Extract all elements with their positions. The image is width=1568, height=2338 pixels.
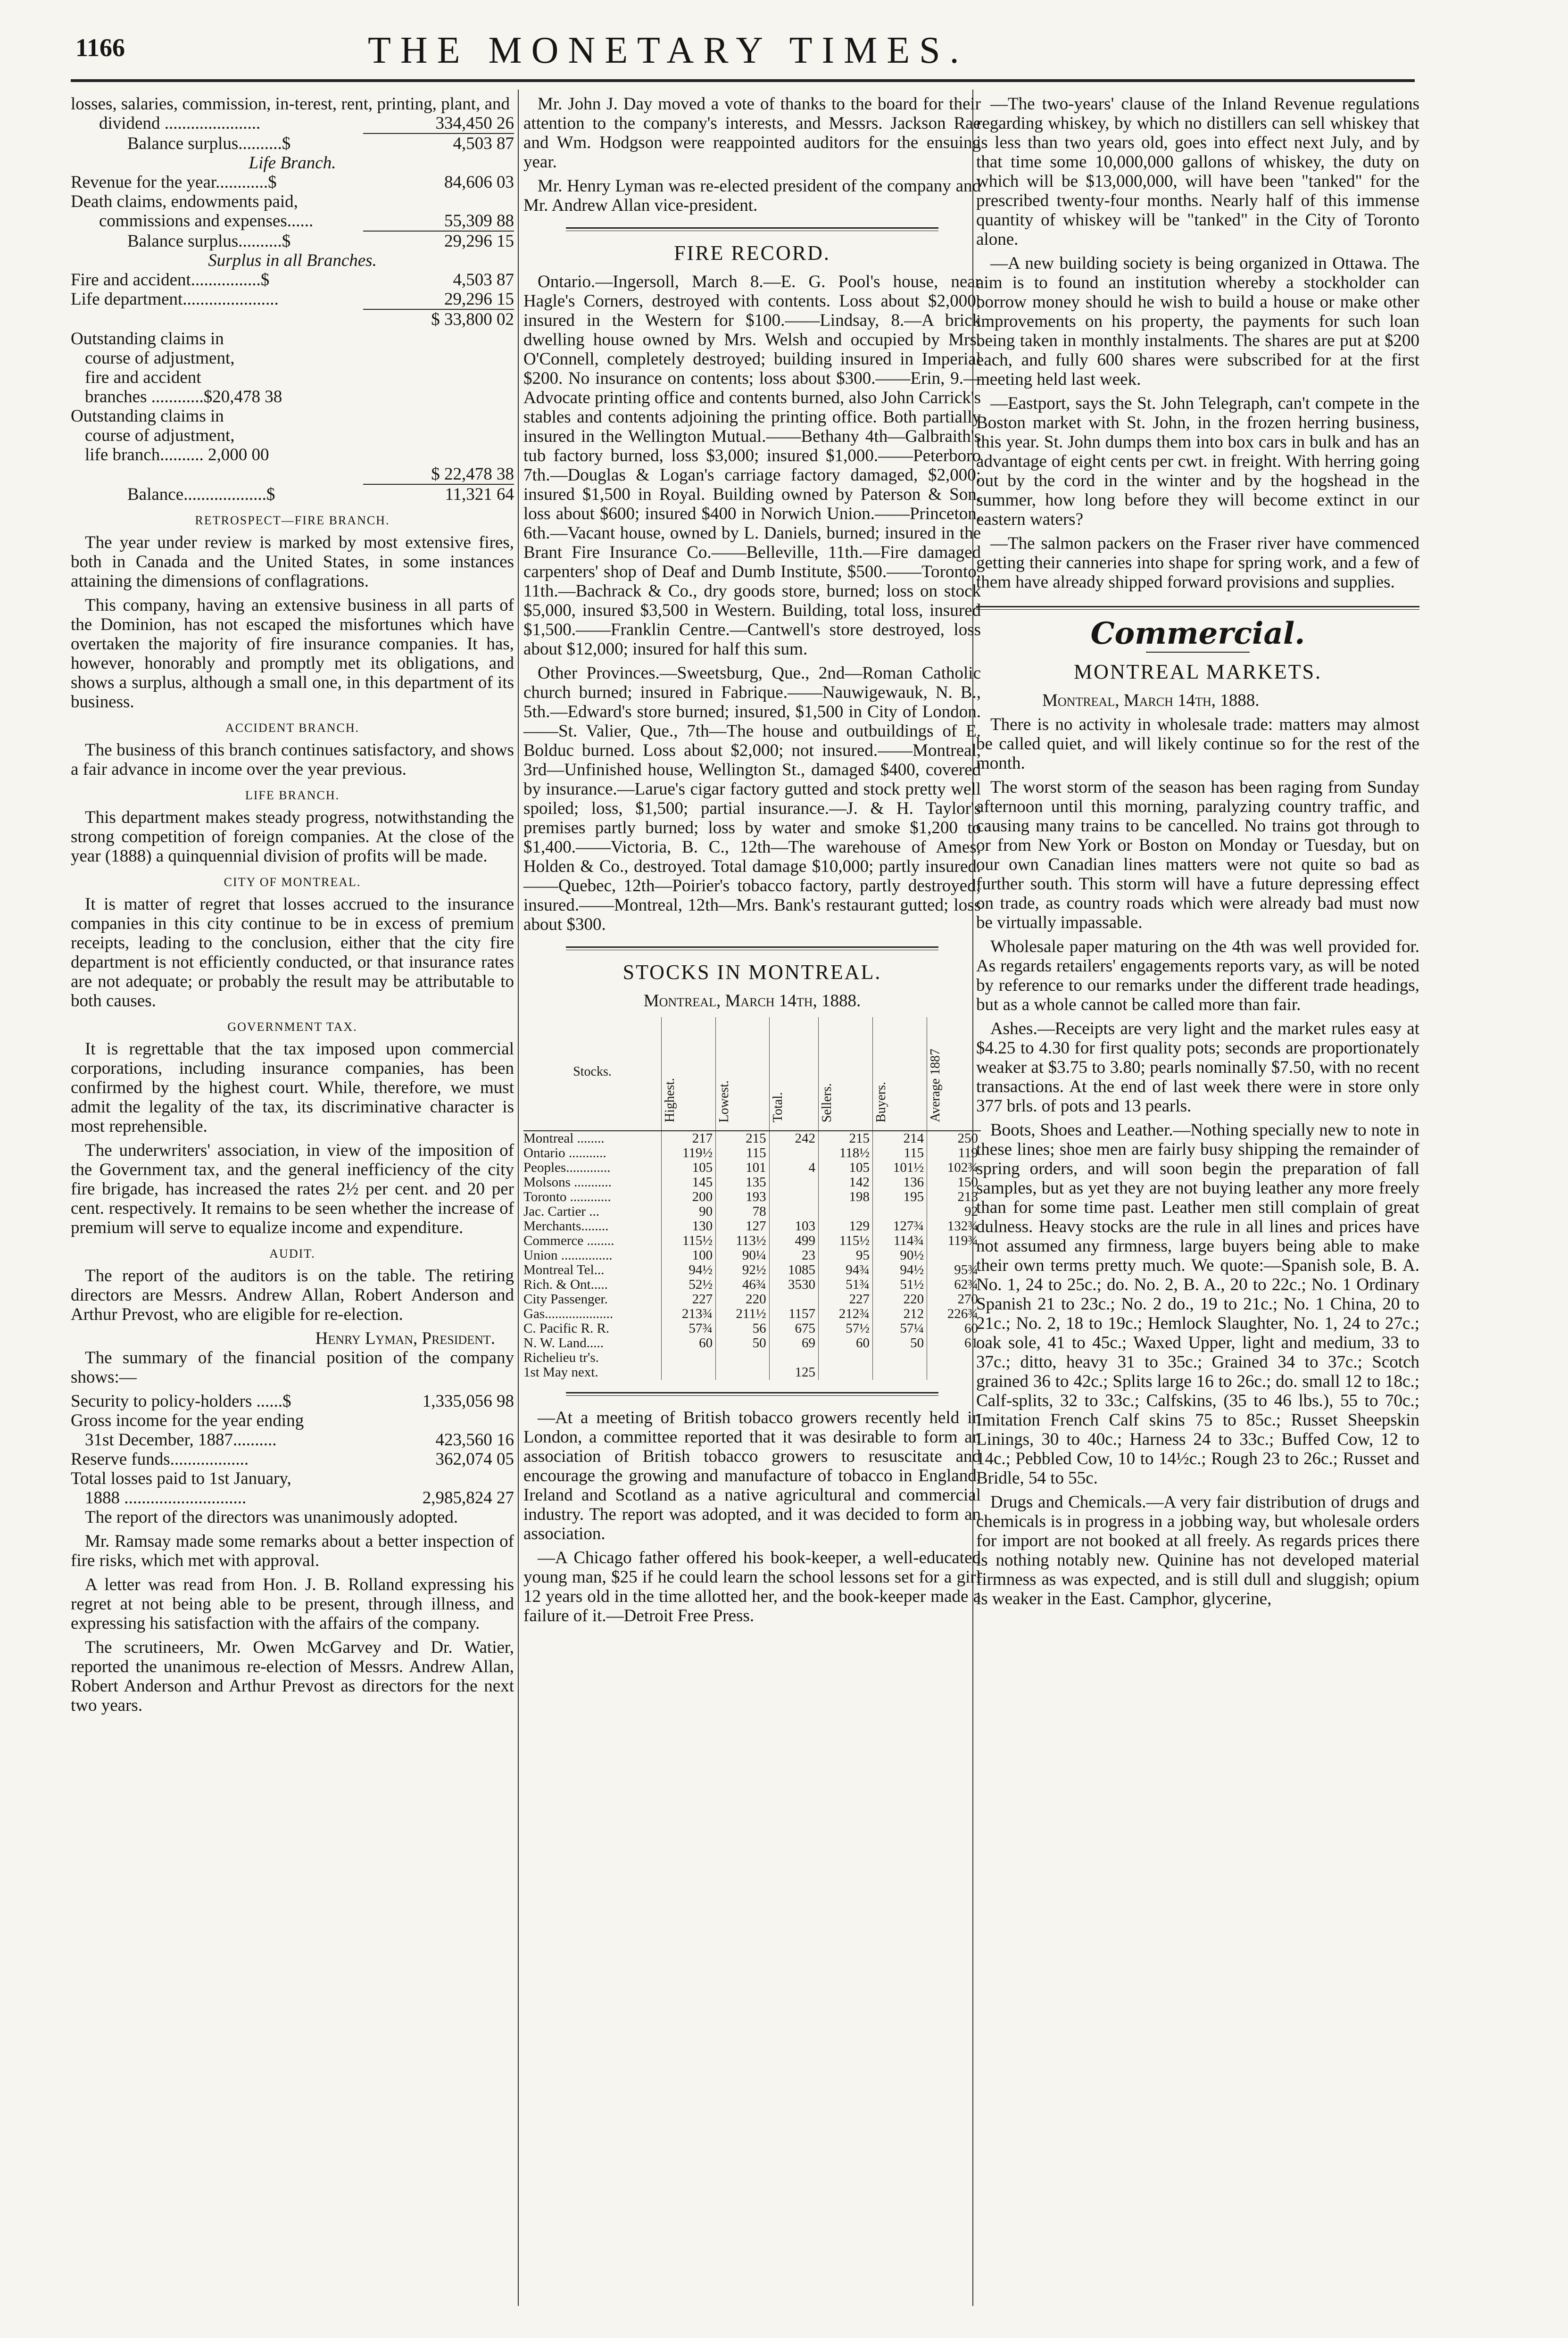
balance-surplus-value: 4,503 87 bbox=[453, 134, 514, 153]
table-cell: 95¾ bbox=[927, 1263, 981, 1277]
outstanding-label: Outstanding claims in bbox=[71, 329, 224, 348]
paragraph: The summary of the financial position of the company shows:— bbox=[71, 1348, 514, 1387]
table-cell: 50 bbox=[716, 1336, 769, 1351]
table-cell: 94¾ bbox=[819, 1263, 873, 1277]
paragraph: —The salmon packers on the Fraser river have commenced getting their canneries into shape for spring work, and a few of them have already shipped forward provisions and supplies. bbox=[976, 534, 1419, 592]
security-value: 1,335,056 98 bbox=[422, 1392, 514, 1411]
table-cell: 119½ bbox=[662, 1146, 716, 1161]
stocks-column-header-text: Highest. bbox=[663, 1078, 678, 1122]
fire-accident-value: 4,503 87 bbox=[453, 270, 514, 290]
table-cell bbox=[769, 1204, 818, 1219]
table-cell bbox=[819, 1204, 873, 1219]
stocks-column-header bbox=[927, 1017, 981, 1131]
balance-row bbox=[71, 485, 514, 504]
table-cell: Gas.................... bbox=[523, 1306, 614, 1321]
table-row bbox=[523, 1131, 981, 1146]
paragraph: It is matter of regret that losses accrued to the insurance companies in this city continue to be in excess of premium receipts, leading to the conclusion, either that the city fire department is not efficiently conducted, or that insurance rates are not adequate; or probably the result may be attributable to both causes. bbox=[71, 895, 514, 1011]
table-cell: 125 bbox=[769, 1365, 818, 1380]
accounts-intro: losses, salaries, commission, in-terest, rent, printing, plant, and bbox=[71, 94, 510, 114]
fire-accident-label: Fire and accident................$ bbox=[71, 270, 270, 290]
paragraph: This department makes steady progress, notwithstanding the strong competition of foreign companies. At the close of the year (1888) a quinquennial division of profits will be made. bbox=[71, 808, 514, 866]
table-cell: 200 bbox=[662, 1190, 716, 1204]
table-cell: Peoples............. bbox=[523, 1160, 611, 1175]
security-row bbox=[71, 1392, 514, 1411]
stocks-column-header bbox=[716, 1017, 769, 1131]
table-cell: 675 bbox=[769, 1321, 818, 1336]
table-cell: Jac. Cartier ... bbox=[523, 1204, 600, 1219]
table-cell: 215 bbox=[716, 1131, 769, 1146]
table-cell: 90 bbox=[662, 1204, 716, 1219]
table-row bbox=[523, 1365, 981, 1380]
gross-row bbox=[71, 1430, 514, 1450]
paragraph: A letter was read from Hon. J. B. Rolland expressing his regret at not being able to be present, through illness, and expressing his satisfaction with the affairs of the company. bbox=[71, 1575, 514, 1633]
table-cell: 101 bbox=[716, 1161, 769, 1175]
table-row bbox=[523, 1307, 981, 1321]
security-label: Security to policy-holders ......$ bbox=[71, 1392, 291, 1411]
table-cell: 214 bbox=[873, 1131, 927, 1146]
life-dept-label: Life department...................... bbox=[71, 290, 279, 309]
page-number: 1166 bbox=[75, 33, 125, 62]
table-cell bbox=[769, 1146, 818, 1161]
city-heading: CITY OF MONTREAL. bbox=[224, 875, 361, 889]
stocks-column-header-text: Total. bbox=[770, 1092, 785, 1122]
table-cell: N. W. Land..... bbox=[523, 1335, 604, 1351]
table-cell: 46¾ bbox=[716, 1277, 769, 1292]
table-cell: 136 bbox=[873, 1175, 927, 1190]
table-cell: Union ............... bbox=[523, 1248, 613, 1263]
section-rule bbox=[566, 946, 938, 950]
stocks-heading: STOCKS IN MONTREAL. bbox=[622, 961, 882, 984]
table-cell: Merchants........ bbox=[523, 1219, 609, 1234]
table-cell: 92 bbox=[927, 1204, 981, 1219]
table-cell: 217 bbox=[662, 1131, 716, 1146]
dividend-label: dividend ...................... bbox=[99, 114, 261, 133]
revenue-row bbox=[71, 173, 514, 192]
balance-surplus-value: 29,296 15 bbox=[444, 232, 514, 251]
column-3 bbox=[976, 94, 1419, 1613]
table-cell: Ontario ........... bbox=[523, 1145, 606, 1161]
table-cell bbox=[769, 1292, 818, 1307]
table-row bbox=[523, 1234, 981, 1248]
paragraph: Wholesale paper maturing on the 4th was well provided for. As regards retailers' engagements reports vary, as will be noted by reference to our remarks under the different trade headings, but as a whole cannot be called more than fair. bbox=[976, 937, 1419, 1014]
table-row bbox=[523, 1190, 981, 1204]
table-cell: 105 bbox=[662, 1161, 716, 1175]
life-heading: LIFE BRANCH. bbox=[245, 788, 340, 802]
table-cell: 94½ bbox=[873, 1263, 927, 1277]
table-cell: 226¾ bbox=[927, 1307, 981, 1321]
table-cell: 242 bbox=[769, 1131, 818, 1146]
table-cell: 142 bbox=[819, 1175, 873, 1190]
table-cell: 132¾ bbox=[927, 1219, 981, 1234]
accident-heading: ACCIDENT BRANCH. bbox=[225, 721, 360, 735]
table-cell: 50 bbox=[873, 1336, 927, 1351]
table-cell: 90¼ bbox=[716, 1248, 769, 1263]
death-claims-row bbox=[71, 211, 514, 231]
table-cell bbox=[662, 1351, 716, 1365]
table-cell bbox=[873, 1351, 927, 1365]
table-cell: 212 bbox=[873, 1307, 927, 1321]
outstanding-label: fire and accident bbox=[85, 368, 201, 387]
paragraph: —A new building society is being organized in Ottawa. The aim is to found an institution whereby a stockholder can borrow money should he wish to build a house or make other improvements on his property, the payments for such loan being taken in monthly instalments. The shares are put at $200 each, and fully 600 shares were subscribed for at the first meeting held last week. bbox=[976, 254, 1419, 389]
dateline: Montreal, March 14th, 1888. bbox=[1042, 691, 1260, 710]
paragraph: This company, having an extensive business in all parts of the Dominion, has not escaped the misfortunes which have overtaken the majority of fire insurance companies. It has, however, honorably and promptly met its obligations, and shows a surplus, although a small one, in this department of its business. bbox=[71, 596, 514, 712]
outstanding-label: life branch.......... 2,000 00 bbox=[85, 445, 269, 464]
table-row bbox=[523, 1248, 981, 1263]
table-cell: Montreal Tel... bbox=[523, 1262, 605, 1277]
table-cell: 102¾ bbox=[927, 1161, 981, 1175]
table-cell: 193 bbox=[716, 1190, 769, 1204]
death-claims-value: 55,309 88 bbox=[444, 211, 514, 231]
table-cell: 127¾ bbox=[873, 1219, 927, 1234]
losses-label-cont: 1888 ............................ bbox=[85, 1488, 247, 1508]
column-1 bbox=[71, 94, 514, 1720]
table-cell: 101½ bbox=[873, 1161, 927, 1175]
table-cell: 105 bbox=[819, 1161, 873, 1175]
table-cell: 60 bbox=[927, 1321, 981, 1336]
table-cell: 198 bbox=[819, 1190, 873, 1204]
table-row bbox=[523, 1321, 981, 1336]
table-cell: 4 bbox=[769, 1161, 818, 1175]
surplus-all-heading: Surplus in all Branches. bbox=[208, 251, 377, 270]
paragraph: Boots, Shoes and Leather.—Nothing specially new to note in these lines; shoe men are fairly busy shipping the remainder of spring orders, and will soon begin the preparation of fall samples, but as yet they are not buying leather any more freely than for some time past. Leather men still complain of great dulness. Heavy stocks are the rule in all lines and prices have not assumed any firmness, large buyers being able to make their own terms pretty much. We quote:—Spanish sole, B. A. No. 1, 24 to 25c.; do. No. 2, B. A., 20 to 22c.; No. 1 Ordinary Spanish 21 to 23c.; No. 2 do., 19 to 21c.; No. 1 China, 20 to 21c.; No. 2, 18 to 19c.; Hemlock Slaughter, No. 1, 24 to 27c.; oak sole, 41 to 45c.; Waxed Upper, light and medium, 33 to 37c.; ditto, heavy 31 to 35c.; Grained 34 to 37c.; Scotch grained 36 to 42c.; Splits large 16 to 26c.; do. small 12 to 18c.; Calf-splits, 32 to 33c.; Calfskins, (35 to 46 lbs.), 55 to 70c.; Imitation French Calf skins 75 to 85c.; Russet Sheepskin Linings, 30 to 40c.; Harness 24 to 33c.; Buffed Cow, 12 to 14c.; Pebbled Cow, 10 to 14½c.; Rough 23 to 26c.; Russet and Bridle, 54 to 55c. bbox=[976, 1120, 1419, 1488]
paragraph: The business of this branch continues satisfactory, and shows a fair advance in income over the year previous. bbox=[71, 740, 514, 779]
table-cell bbox=[769, 1190, 818, 1204]
table-cell: 62¾ bbox=[927, 1277, 981, 1292]
paragraph: Mr. John J. Day moved a vote of thanks to the board for their attention to the company's interests, and Messrs. Jackson Rae and Wm. Hodgson were reappointed auditors for the ensuing year. bbox=[523, 94, 981, 172]
table-cell bbox=[769, 1175, 818, 1190]
fire-accident-row bbox=[71, 270, 514, 290]
paragraph: —A Chicago father offered his book-keeper, a well-educated young man, $25 if he could learn the school lessons set for a girl 12 years old in the time allotted her, and the book-keeper made a failure of it.—Detroit Free Press. bbox=[523, 1548, 981, 1625]
paragraph: —Eastport, says the St. John Telegraph, can't compete in the Boston market with St. John, in the frozen herring business, this year. St. John dumps them into box cars in bulk and has an advantage of eight cents per cwt. in freight. With herring going out by the cord in the winter and by the hogshead in the summer, how long before they will become extinct in our eastern waters? bbox=[976, 394, 1419, 529]
gross-label: Gross income for the year ending bbox=[71, 1411, 304, 1430]
stocks-table bbox=[523, 1017, 981, 1380]
table-row bbox=[523, 1175, 981, 1190]
table-cell: 211½ bbox=[716, 1307, 769, 1321]
audit-heading: AUDIT. bbox=[269, 1247, 315, 1260]
stocks-column-header bbox=[769, 1017, 818, 1131]
reserve-value: 362,074 05 bbox=[435, 1450, 514, 1469]
table-cell: 52½ bbox=[662, 1277, 716, 1292]
column-divider bbox=[518, 90, 519, 2306]
table-cell: 220 bbox=[873, 1292, 927, 1307]
losses-row bbox=[71, 1488, 514, 1508]
table-cell: 94½ bbox=[662, 1263, 716, 1277]
table-cell: 119 bbox=[927, 1146, 981, 1161]
stocks-column-header-text: Sellers. bbox=[820, 1083, 834, 1122]
header-rule bbox=[71, 79, 1415, 82]
outstanding-label: course of adjustment, bbox=[85, 426, 235, 445]
table-row bbox=[523, 1146, 981, 1161]
table-cell: 119¾ bbox=[927, 1234, 981, 1248]
table-cell: 57½ bbox=[819, 1321, 873, 1336]
stocks-column-header: Stocks. bbox=[523, 1017, 662, 1131]
table-cell bbox=[873, 1365, 927, 1380]
paragraph: The report of the directors was unanimously adopted. bbox=[85, 1508, 458, 1527]
table-cell: 213 bbox=[927, 1190, 981, 1204]
table-cell: 3530 bbox=[769, 1277, 818, 1292]
balance-surplus-label: Balance surplus..........$ bbox=[127, 134, 291, 153]
table-cell bbox=[819, 1351, 873, 1365]
table-cell: 227 bbox=[819, 1292, 873, 1307]
life-dept-row bbox=[71, 290, 514, 309]
table-cell: 113½ bbox=[716, 1234, 769, 1248]
table-cell: Molsons ........... bbox=[523, 1175, 612, 1190]
table-cell: 1085 bbox=[769, 1263, 818, 1277]
table-cell: Commerce ........ bbox=[523, 1233, 614, 1248]
table-cell bbox=[716, 1351, 769, 1365]
life-branch-heading: Life Branch. bbox=[249, 153, 336, 173]
table-cell: 215 bbox=[819, 1131, 873, 1146]
balance-label: Balance...................$ bbox=[127, 485, 275, 504]
table-row bbox=[523, 1336, 981, 1351]
stocks-column-header bbox=[819, 1017, 873, 1131]
table-cell: 51¾ bbox=[819, 1277, 873, 1292]
table-cell: Toronto ............ bbox=[523, 1189, 611, 1204]
reserve-label: Reserve funds.................. bbox=[71, 1450, 249, 1469]
table-cell: 227 bbox=[662, 1292, 716, 1307]
table-cell: 212¾ bbox=[819, 1307, 873, 1321]
commercial-heading: Commercial. bbox=[1090, 616, 1305, 651]
dividend-row bbox=[71, 114, 514, 133]
stocks-column-header-text: Lowest. bbox=[717, 1080, 732, 1122]
table-cell: 118½ bbox=[819, 1146, 873, 1161]
table-cell bbox=[716, 1365, 769, 1380]
table-cell: 103 bbox=[769, 1219, 818, 1234]
stocks-dateline: Montreal, March 14th, 1888. bbox=[643, 991, 861, 1011]
death-claims-label: Death claims, endowments paid, bbox=[71, 192, 298, 211]
table-cell: 114¾ bbox=[873, 1234, 927, 1248]
stocks-column-header bbox=[873, 1017, 927, 1131]
table-cell: 95 bbox=[819, 1248, 873, 1263]
paragraph: It is regrettable that the tax imposed upon commercial corporations, including insurance companies, has been confirmed by the highest court. While, therefore, we must admit the legality of the tax, its discriminative character is most reprehensible. bbox=[71, 1039, 514, 1136]
table-cell: 1157 bbox=[769, 1307, 818, 1321]
table-row bbox=[523, 1204, 981, 1219]
fire-record-heading: FIRE RECORD. bbox=[674, 241, 830, 265]
table-cell: 195 bbox=[873, 1190, 927, 1204]
balance-surplus-label: Balance surplus..........$ bbox=[127, 232, 291, 251]
table-cell: 499 bbox=[769, 1234, 818, 1248]
paragraph: The report of the auditors is on the table. The retiring directors are Messrs. Andrew Allan, Robert Anderson and Arthur Prevost, who are eligible for re-election. bbox=[71, 1266, 514, 1324]
outstanding-label: branches ............$20,478 38 bbox=[85, 387, 282, 406]
outstanding-total: $ 22,478 38 bbox=[431, 464, 514, 484]
section-rule bbox=[976, 606, 1419, 610]
losses-value: 2,985,824 27 bbox=[422, 1488, 514, 1508]
table-cell bbox=[927, 1248, 981, 1263]
govt-tax-heading: GOVERNMENT TAX. bbox=[227, 1020, 357, 1034]
table-cell: 60 bbox=[819, 1336, 873, 1351]
table-cell: 23 bbox=[769, 1248, 818, 1263]
table-cell: 100 bbox=[662, 1248, 716, 1263]
table-cell bbox=[819, 1365, 873, 1380]
table-cell: 1st May next. bbox=[523, 1365, 598, 1380]
table-cell bbox=[873, 1204, 927, 1219]
signature: Henry Lyman, President. bbox=[315, 1329, 495, 1348]
stocks-column-header-text: Average 1887 bbox=[928, 1049, 943, 1122]
paragraph: The underwriters' association, in view of the imposition of the Government tax, and the general inefficiency of the city fire brigade, has increased the rates 2½ per cent. and 20 per cent. respectively. It remains to be seen whether the increase of premium will serve to equalize income and expenditure. bbox=[71, 1141, 514, 1237]
balance-surplus-row bbox=[71, 134, 514, 153]
paragraph: —The two-years' clause of the Inland Revenue regulations regarding whiskey, by which no distillers can sell whiskey that is less than two years old, goes into effect next July, and by that time some 10,000,000 gallons of whiskey, the duty on which will be $13,000,000, will have been "tanked" for the prescribed twenty-four months. Nearly half of this immense quantity of whiskey will be "tanked" in the City of Toronto alone. bbox=[976, 94, 1419, 249]
table-cell: Richelieu tr's. bbox=[523, 1350, 599, 1365]
table-cell: 57¼ bbox=[873, 1321, 927, 1336]
masthead-title: THE MONETARY TIMES. bbox=[368, 30, 969, 71]
table-row bbox=[523, 1351, 981, 1365]
markets-heading: MONTREAL MARKETS. bbox=[1073, 660, 1322, 683]
table-cell: 129 bbox=[819, 1219, 873, 1234]
outstanding-label: Outstanding claims in bbox=[71, 406, 224, 426]
stocks-column-header-text: Buyers. bbox=[874, 1081, 889, 1122]
death-claims-label-cont: commissions and expenses...... bbox=[99, 211, 314, 231]
table-cell: 115½ bbox=[819, 1234, 873, 1248]
table-cell: 270 bbox=[927, 1292, 981, 1307]
table-cell bbox=[927, 1351, 981, 1365]
paragraph: Ashes.—Receipts are very light and the market rules easy at $4.25 to 4.30 for first quality pots; seconds are proportionately weaker at $3.75 to 3.80; pearls nominally $7.50, with no recent transactions. At the end of last week there were in store only 377 brls. of pots and 13 pearls. bbox=[976, 1019, 1419, 1116]
outstanding-label: course of adjustment, bbox=[85, 348, 235, 368]
table-cell: 56 bbox=[716, 1321, 769, 1336]
paragraph: Other Provinces.—Sweetsburg, Que., 2nd—Roman Catholic church burned; insured in Fabrique.——Nauwigewauk, N. B., 5th.—Edward's store burned; insured, $1,500 in City of London.——St. Valier, Que., 7th—The house and outbuildings of E. Bolduc burned. Loss about $2,000; not insured.——Montreal, 3rd—Unfinished house, Wellington St., damaged $400, covered by insurance.—Larue's cigar factory gutted and stock pretty well spoiled; loss, $1,500; partial insurance.—J. & H. Taylor's premises partly burned; loss by water and smoke $1,200 to $1,400.——Victoria, B. C., 12th—The warehouse of Ames, Holden & Co., destroyed. Total damage $10,000; partly insured.——Quebec, 12th—Poirier's tobacco factory, partly destroyed; insured.——Montreal, 12th—Mrs. Bank's restaurant gutted; loss about $300. bbox=[523, 663, 981, 934]
reserve-row bbox=[71, 1450, 514, 1469]
table-row bbox=[523, 1263, 981, 1277]
life-dept-value: 29,296 15 bbox=[444, 290, 514, 309]
table-cell: 150 bbox=[927, 1175, 981, 1190]
revenue-label: Revenue for the year............$ bbox=[71, 173, 277, 192]
stocks-column-header bbox=[662, 1017, 716, 1131]
retrospect-heading: RETROSPECT—FIRE BRANCH. bbox=[195, 514, 390, 527]
table-cell: 92½ bbox=[716, 1263, 769, 1277]
table-cell: 220 bbox=[716, 1292, 769, 1307]
paragraph: Mr. Henry Lyman was re-elected president of the company and Mr. Andrew Allan vice-president. bbox=[523, 176, 981, 215]
table-cell: 115½ bbox=[662, 1234, 716, 1248]
gross-label-cont: 31st December, 1887.......... bbox=[85, 1430, 277, 1450]
table-cell: 61 bbox=[927, 1336, 981, 1351]
table-cell: 135 bbox=[716, 1175, 769, 1190]
table-row bbox=[523, 1161, 981, 1175]
table-cell: 115 bbox=[716, 1146, 769, 1161]
losses-label: Total losses paid to 1st January, bbox=[71, 1469, 291, 1488]
revenue-value: 84,606 03 bbox=[444, 173, 514, 192]
table-row bbox=[523, 1219, 981, 1234]
table-cell: C. Pacific R. R. bbox=[523, 1321, 610, 1336]
paragraph: The scrutineers, Mr. Owen McGarvey and Dr. Watier, reported the unanimous re-election of Messrs. Andrew Allan, Robert Anderson and Arthur Prevost as directors for the next two years. bbox=[71, 1638, 514, 1715]
table-cell: 145 bbox=[662, 1175, 716, 1190]
table-cell: 250 bbox=[927, 1131, 981, 1146]
table-cell: 90½ bbox=[873, 1248, 927, 1263]
table-cell: 115 bbox=[873, 1146, 927, 1161]
table-cell: 130 bbox=[662, 1219, 716, 1234]
paragraph: There is no activity in wholesale trade: matters may almost be called quiet, and will likely continue so for the rest of the month. bbox=[976, 715, 1419, 773]
section-rule bbox=[566, 1392, 938, 1396]
table-cell bbox=[662, 1365, 716, 1380]
balance-surplus-row bbox=[71, 232, 514, 251]
gross-value: 423,560 16 bbox=[435, 1430, 514, 1450]
paragraph: Ontario.—Ingersoll, March 8.—E. G. Pool's house, near Hagle's Corners, destroyed with contents. Loss about $2,000; insured in the Western for $100.——Lindsay, 8.—A brick dwelling house owned by Mrs. Welsh and occupied by Mrs. O'Connell, completely destroyed; building insured in Imperial $200. No insurance on contents; loss about $300.——Erin, 9.—Advocate printing office and contents burned, also John Carrick's stables and contents adjoining the printing office. Both partially insured in the Wellington Mutual.——Bethany 4th—Galbraith's tub factory burned, loss $3,000; insured $1,000.——Peterboro 7th.—Douglas & Logan's carriage factory damaged, $2,000; insured $1,500 in Royal. Building owned by Paterson & Son, loss about $600; insured $400 in Norwich Union.——Princeton, 6th.—Vacant house, owned by L. Daniels, burned; insured in the Brant Fire Insurance Co.——Belleville, 11th.—Fire damaged carpenters' shop of Deaf and Dumb Institute, $500.——Toronto, 11th.—Bachrack & Co., dry goods store, burned; loss on stock $5,000, insured $3,500 in Western. Building, total loss, insured $1,500.——Franklin Centre.—Cantwell's store destroyed, loss about $12,000; insured for half this sum. bbox=[523, 272, 981, 659]
table-cell: 69 bbox=[769, 1336, 818, 1351]
table-cell: 213¾ bbox=[662, 1307, 716, 1321]
table-cell: 51½ bbox=[873, 1277, 927, 1292]
table-cell: Montreal ........ bbox=[523, 1131, 605, 1146]
table-row bbox=[523, 1277, 981, 1292]
dividend-value: 334,450 26 bbox=[435, 114, 514, 133]
table-cell: 60 bbox=[662, 1336, 716, 1351]
total-surplus: $ 33,800 02 bbox=[431, 310, 514, 329]
section-rule bbox=[566, 227, 938, 231]
paragraph: Drugs and Chemicals.—A very fair distribution of drugs and chemicals is in progress in a jobbing way, but wholesale orders for import are not booked at all freely. As regards prices there is nothing notably new. Quinine has not developed material firmness as was expected, and is still dull and sluggish; opium is weaker in the East. Camphor, glycerine, bbox=[976, 1492, 1419, 1608]
column-2 bbox=[523, 94, 981, 1630]
table-cell: 78 bbox=[716, 1204, 769, 1219]
table-cell: 57¾ bbox=[662, 1321, 716, 1336]
balance-value: 11,321 64 bbox=[445, 485, 514, 504]
paragraph: The year under review is marked by most extensive fires, both in Canada and the United States, in some instances attaining the dimensions of conflagrations. bbox=[71, 533, 514, 591]
table-cell bbox=[927, 1365, 981, 1380]
table-cell bbox=[769, 1351, 818, 1365]
paragraph: The worst storm of the season has been raging from Sunday afternoon until this morning, paralyzing country traffic, and causing many trains to be cancelled. No trains got through to or from New York or Boston on Monday or Tuesday, but on our own Canadian lines matters were not quite so bad as further south. This storm will have a future depressing effect on trade, as country roads which were already bad must now be virtually impassable. bbox=[976, 778, 1419, 932]
short-rule bbox=[1146, 652, 1250, 653]
table-row bbox=[523, 1292, 981, 1307]
paragraph: —At a meeting of British tobacco growers recently held in London, a committee reported that it was desirable to form an association of British tobacco growers to resuscitate and encourage the growing and manufacture of tobacco in England, Ireland and Scotland as a native agricultural and commercial industry. The report was adopted, and it was decided to form an association. bbox=[523, 1408, 981, 1543]
table-cell: Rich. & Ont..... bbox=[523, 1277, 608, 1292]
table-cell: City Passenger. bbox=[523, 1292, 608, 1307]
paragraph: Mr. Ramsay made some remarks about a better inspection of fire risks, which met with approval. bbox=[71, 1532, 514, 1570]
table-cell: 127 bbox=[716, 1219, 769, 1234]
